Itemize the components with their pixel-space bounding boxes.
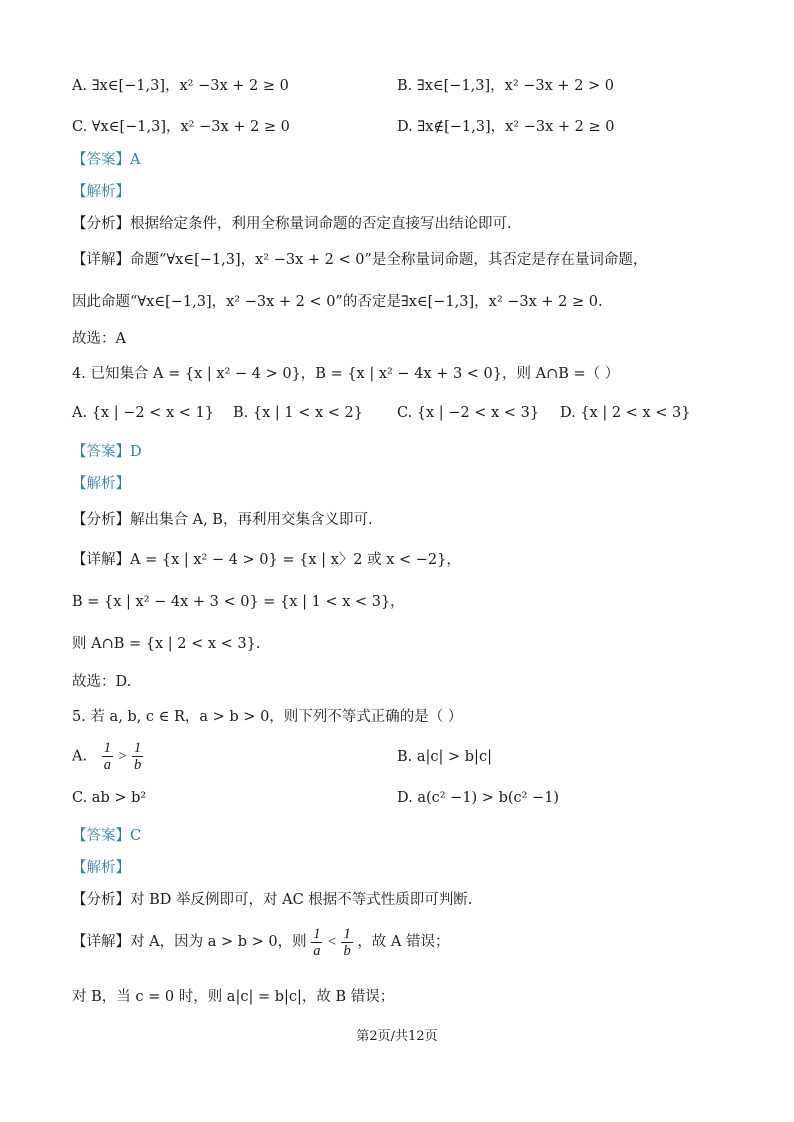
q5-option-a-operator: > [117, 748, 128, 765]
q4-option-b: B. {x | 1 < x < 2} [233, 405, 363, 421]
q4-choose: 故选：D. [72, 674, 132, 690]
q5-analysis: 【分析】对 BD 举反例即可，对 AC 根据不等式性质即可判断. [72, 892, 473, 908]
q5-jiexi: 【解析】 [72, 860, 130, 876]
q4-option-d: D. {x | 2 < x < 3} [560, 405, 691, 421]
q4-stem: 4. 已知集合 A = {x | x² − 4 > 0}，B = {x | x² − 4x + 3 < 0}，则 A∩B =（ ） [72, 366, 620, 382]
q5-option-d: D. a(c² −1) > b(c² −1) [397, 790, 560, 806]
q5-detail-1-f2-num: 1 [343, 925, 351, 942]
q3-option-a: A. ∃x∈[−1,3]，x² −3x + 2 ≥ 0 [72, 78, 289, 94]
q5-option-a-label: A. [72, 748, 88, 765]
q5-option-c: C. ab > b² [72, 790, 147, 806]
q5-detail-2: 对 B，当 c = 0 时，则 a|c| = b|c|，故 B 错误； [72, 989, 395, 1005]
q5-option-a-fraction-1 [102, 740, 113, 773]
q4-answer: 【答案】D [72, 444, 142, 460]
q5-detail-1-fraction-2 [341, 926, 352, 959]
q3-choose: 故选：A [72, 331, 126, 347]
q5-detail-1-post: ，故 A 错误； [357, 934, 450, 950]
q3-analysis: 【分析】根据给定条件，利用全称量词命题的否定直接写出结论即可. [72, 216, 512, 232]
q3-answer: 【答案】A [72, 152, 141, 168]
q5-detail-1-f2-den: b [343, 942, 351, 959]
q3-option-d: D. ∃x∉[−1,3]，x² −3x + 2 ≥ 0 [397, 119, 615, 135]
q5-detail-1-f1-num: 1 [313, 925, 321, 942]
q3-option-b: B. ∃x∈[−1,3]，x² −3x + 2 > 0 [397, 78, 615, 94]
q5-detail-1 [72, 924, 754, 960]
q5-stem: 5. 若 a, b, c ∈ R，a > b > 0，则下列不等式正确的是（ ） [72, 709, 463, 725]
q5-option-a [72, 740, 143, 773]
q5-option-a-frac1-num: 1 [103, 740, 111, 756]
q3-option-c: C. ∀x∈[−1,3]，x² −3x + 2 ≥ 0 [72, 119, 290, 135]
q4-jiexi: 【解析】 [72, 476, 130, 492]
q4-detail-2: B = {x | x² − 4x + 3 < 0} = {x | 1 < x < 3}， [72, 594, 405, 610]
q4-detail-3: 则 A∩B = {x | 2 < x < 3}. [72, 636, 261, 652]
q4-option-a: A. {x | −2 < x < 1} [72, 405, 214, 421]
q5-detail-1-f1-den: a [313, 942, 321, 959]
q5-detail-1-operator: < [327, 934, 337, 950]
q5-option-a-frac1-den: a [103, 757, 111, 773]
q5-detail-1-fraction-1 [311, 926, 322, 959]
q3-detail-2: 因此命题“∀x∈[−1,3]，x² −3x + 2 < 0”的否定是∃x∈[−1,3]，x² −3x + 2 ≥ 0. [72, 294, 603, 310]
q3-jiexi: 【解析】 [72, 184, 130, 200]
q3-detail-1: 【详解】命题“∀x∈[−1,3]，x² −3x + 2 < 0”是全称量词命题，其否定是存在量词命题， [72, 252, 648, 268]
page-footer: 第2页/共12页 [356, 1029, 438, 1044]
q5-detail-1-pre: 【详解】对 A，因为 a > b > 0，则 [72, 934, 307, 950]
q4-detail-1: 【详解】A = {x | x² − 4 > 0} = {x | x〉2 或 x < −2}， [72, 552, 461, 568]
q4-analysis: 【分析】解出集合 A, B，再利用交集含义即可. [72, 512, 373, 528]
q5-option-a-frac2-den: b [133, 757, 142, 773]
q5-option-b: B. a|c| > b|c| [397, 749, 492, 765]
q5-answer: 【答案】C [72, 828, 142, 844]
q5-option-a-frac2-num: 1 [133, 740, 142, 756]
q4-option-c: C. {x | −2 < x < 3} [397, 405, 540, 421]
q5-option-a-fraction-2 [132, 740, 143, 773]
